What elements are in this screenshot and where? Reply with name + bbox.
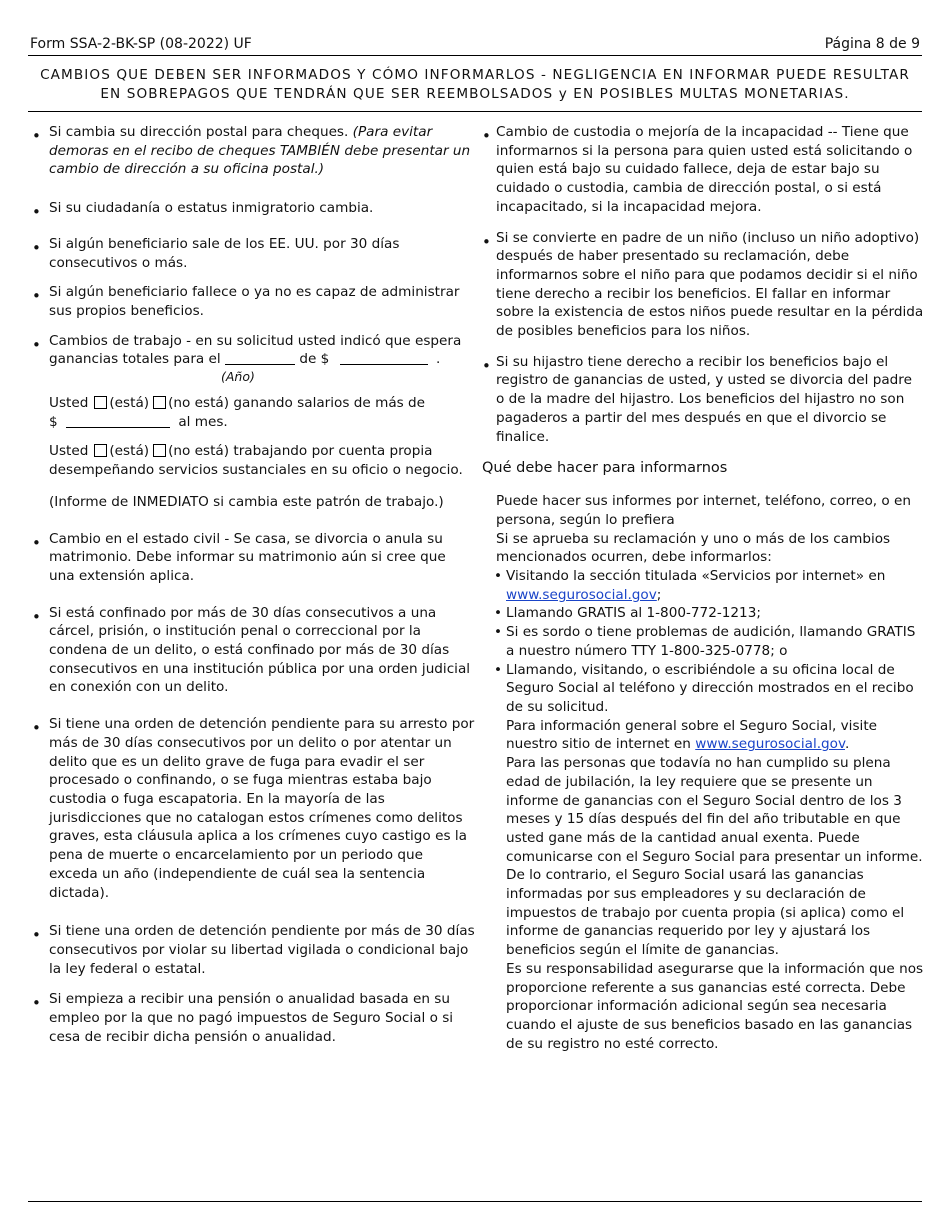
item-text: Si está confinado por más de 30 días consecutivos a una cárcel, prisión, o institución penal o correccional por la condena de un delito, o está confinado por más de 30 días consecutivos en una institución pública por una orden judicial en conexión con un delito. [49,604,471,696]
work-change-item [30,332,475,369]
page-number: Página 8 de 9 [824,36,920,52]
item-text: Cambio en el estado civil - Se casa, se divorcia o anula su matrimonio. Debe informar su matrimonio aún si cree que una extensión aplica. [49,530,446,584]
item-text: Si su hijastro tiene derecho a recibir los beneficios bajo el registro de ganancias de usted, y usted se divorcia del padre o de la madre del hijastro. Los beneficios del hijastro no son pagaderos a partir del mes después en que el divorcio se finalice. [496,353,912,445]
earnings-report-info: Para las personas que todavía no han cumplido su plena edad de jubilación, la ley requiere que se presente un informe de ganancias con el Seguro Social dentro de los 3 meses y 15 días después del fin del año tributable en que usted gane más de la cantidad anual exenta. Puede comunicarse con el Seguro Social para presentar un informe. De lo contrario, el Seguro Social usará las ganancias informadas por sus empleadores y su declaración de impuestos de trabajo por cuenta propia (si aplica) como el informe de ganancias requerido por ley y ajustará los beneficios según el límite de ganancias. [506,755,923,959]
bullet-icon: • [494,661,503,678]
contact-bullet-online [482,567,924,604]
page-title [28,66,922,104]
item-text: Cambios de trabajo - en su solicitud usted indicó que espera [49,332,462,349]
list-item [30,123,475,179]
item-text: Si algún beneficiario sale de los EE. UU. por 30 días consecutivos o más. [49,235,400,271]
item-text: Llamando GRATIS al 1-800-772-1213; [506,605,761,622]
contact-bullet-phone [482,604,924,623]
section-heading: Qué debe hacer para informarnos [482,460,728,477]
footer-rule [28,1201,922,1202]
usted-label: Usted [49,395,89,412]
right-column [482,123,924,1053]
esta-label: (está) [109,395,150,412]
item-text: Llamando, visitando, o escribiéndole a su oficina local de Seguro Social al teléfono y dirección mostrados en el recibo de su solicitud. [506,661,914,715]
amount-label: de $ [299,351,330,368]
bullet-icon: • [32,719,41,738]
list-item [30,715,475,902]
bullet-icon: • [32,533,41,552]
period: . [435,351,441,368]
salary-amount-line [30,413,475,432]
segurosocial-link[interactable]: www.segurosocial.gov [695,736,845,753]
amount-field[interactable] [340,350,428,365]
bullet-icon: • [32,994,41,1013]
item-text: Si algún beneficiario fallece o ya no es capaz de administrar sus propios beneficios. [49,284,460,319]
list-item [30,922,475,978]
bullet-icon: • [32,335,41,354]
salary-text: ganando salarios de más de [233,395,426,412]
punct: . [844,736,850,753]
bullet-icon: • [32,127,41,145]
dollar-sign: $ [49,413,58,430]
bullet-icon: • [32,926,41,945]
no-esta-label: (no está) [168,443,230,460]
item-text: Si tiene una orden de detención pendiente para su arresto por más de 30 días consecutivos por un delito o por atentar un delito que es un delito grave de fuga para evadir el ser procesado o confinando, o se fuga mientras estaba bajo custodia o fuga escapatoria. En la mayoría de las jurisdicciones que no catalogan estos crímenes como delitos graves, esta cláusula aplica a los crímenes cuyo castigo es la pena de muerte o encarcelamiento por un periodo que exceda un año (independiente de cuál sea la sentencia dictada). [49,716,475,901]
responsibility-info: Es su responsabilidad asegurarse que la información que nos proporcione referente a sus ganancias esté correcta. Debe proporcionar información adicional según sea necesaria cuando el ajuste de sus beneficios basado en las ganancias de su registro no esté correcto. [506,960,924,1052]
earnings-label: ganancias totales para el [49,351,221,368]
monthly-salary-field[interactable] [66,413,170,428]
list-item [30,990,475,1046]
segurosocial-link[interactable]: www.segurosocial.gov [506,586,657,603]
form-id: Form SSA-2-BK-SP (08-2022) UF [30,36,252,52]
bullet-icon: • [494,624,503,641]
intro-2: Si se aprueba su reclamación y uno o más de los cambios mencionados ocurren, debe informarlos: [496,530,891,566]
year-field[interactable] [225,350,295,365]
list-item [30,235,475,272]
general-info-text: Para información general sobre el Seguro Social, visite nuestro sitio de internet en [506,717,878,753]
bullet-icon: • [32,287,41,306]
esta-checkbox[interactable] [94,396,107,409]
list-item [482,229,924,341]
no-esta-checkbox[interactable] [153,444,166,457]
general-info [482,717,924,754]
self-employment-line [30,442,475,461]
bullet-icon: • [482,232,491,251]
list-item [482,353,924,447]
header-rule [28,55,922,56]
al-mes-label: al mes. [178,413,228,430]
bullet-icon: • [482,127,491,145]
item-text: Si tiene una orden de detención pendiente por más de 30 días consecutivos por violar su libertad vigilada o condicional bajo la ley federal o estatal. [49,923,475,977]
item-text: Si se convierte en padre de un niño (incluso un niño adoptivo) después de haber presentado su reclamación, debe informarnos sobre el niño para que podamos decidir si el niño tiene derecho a recibir los beneficios. El fallar en informar sobre la existencia de estos niños puede resultar en la pérdida de posibles beneficios para los niños. [496,229,924,340]
item-italic-note: (Para evitar demoras en el recibo de cheques TAMBIÉN debe presentar un cambio de dirección a su oficina postal.) [49,124,471,178]
bullet-icon: • [32,238,41,257]
list-item [30,530,475,586]
left-column [30,123,475,1046]
no-esta-checkbox[interactable] [153,396,166,409]
salary-line [30,394,475,413]
item-text: Si su ciudadanía o estatus inmigratorio cambia. [49,200,374,217]
bullet-icon: • [494,605,503,622]
bullet-icon: • [494,568,503,585]
contact-bullet-tty [482,623,924,660]
earnings-line [49,350,475,369]
list-item [30,199,475,222]
intro-1: Puede hacer sus informes por internet, teléfono, correo, o en persona, según lo prefiera [496,493,912,528]
title-line-1: CAMBIOS QUE DEBEN SER INFORMADOS Y CÓMO INFORMARLOS - NEGLIGENCIA EN INFORMAR PUEDE RESULTAR [40,67,910,83]
list-item [30,604,475,698]
list-item [30,283,475,320]
self-emp-line-2: desempeñando servicios sustanciales en su oficio o negocio. [49,462,463,479]
bullet-icon: • [32,203,41,222]
bullet-icon: • [482,356,491,375]
esta-checkbox[interactable] [94,444,107,457]
bullet-icon: • [32,607,41,626]
punct: ; [656,586,662,603]
no-esta-label: (no está) [168,395,230,412]
self-emp-text: trabajando por cuenta propia [233,443,433,460]
title-line-2: EN SOBREPAGOS QUE TENDRÁN QUE SER REEMBOLSADOS y EN POSIBLES MULTAS MONETARIAS. [100,86,850,102]
item-text: Si empieza a recibir una pensión o anualidad basada en su empleo por la que no pagó impuestos de Seguro Social o si cesa de recibir dicha pensión o anualidad. [49,991,454,1045]
title-rule [28,111,922,112]
item-text: Visitando la sección titulada «Servicios por internet» en [506,568,886,585]
esta-label: (está) [109,443,150,460]
contact-bullet-office [482,661,924,717]
list-item [482,123,924,217]
item-text: Si es sordo o tiene problemas de audición, llamando GRATIS a nuestro número TTY 1-800-325-0778; o [506,624,916,659]
notice: (Informe de INMEDIATO si cambia este patrón de trabajo.) [49,493,444,510]
usted-label: Usted [49,443,89,460]
item-text: Cambio de custodia o mejoría de la incapacidad -- Tiene que informarnos si la persona para quien usted está solicitando o quien está bajo su cuidado fallece, deja de estar bajo su cuidado o custodia, cambia de dirección postal, o si está incapacitado, si la incapacidad mejora. [496,124,913,215]
item-text: Si cambia su dirección postal para cheques. [49,124,349,140]
year-caption: (Año) [221,369,255,385]
